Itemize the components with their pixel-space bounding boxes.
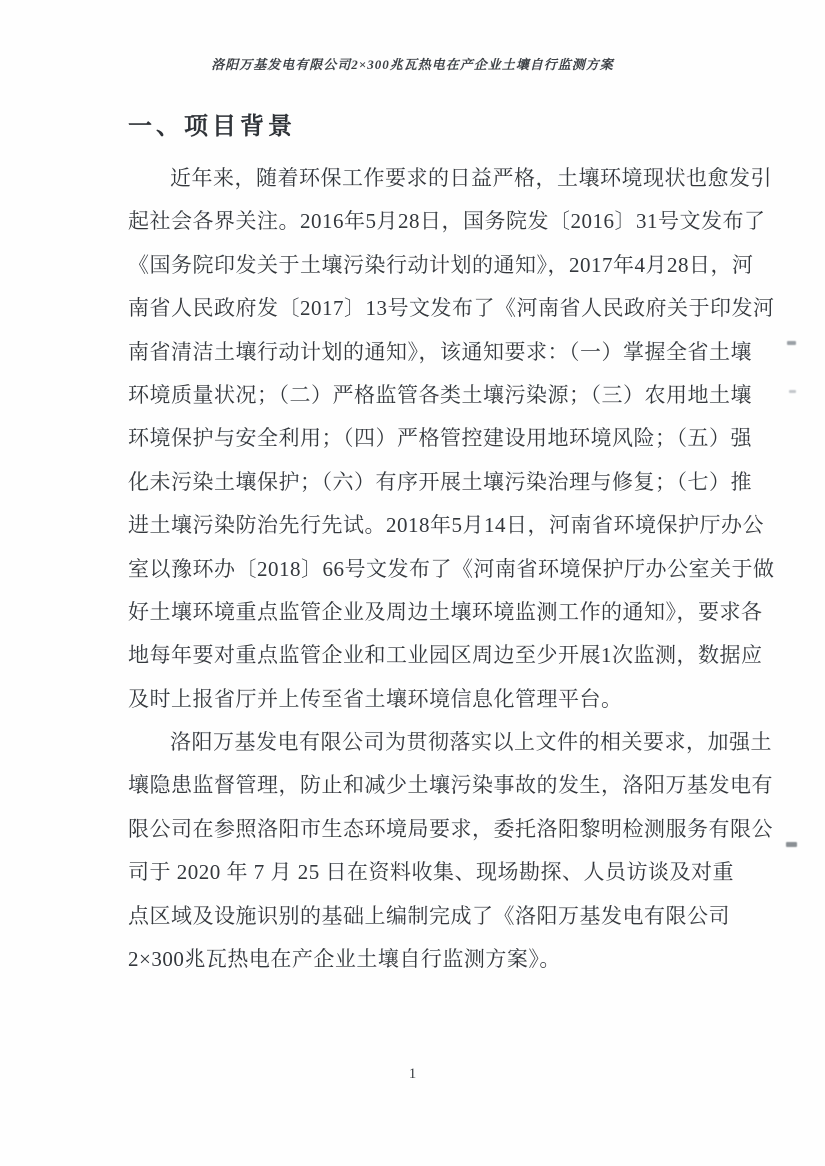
body-line: 环境质量状况；（二）严格监管各类土壤污染源；（三）农用地土壤: [128, 382, 752, 407]
body-line: 南省人民政府发〔2017〕13号文发布了《河南省人民政府关于印发河: [128, 296, 775, 321]
body-line: 洛阳万基发电有限公司为贯彻落实以上文件的相关要求，加强土: [170, 730, 772, 755]
body-line: 及时上报省厅并上传至省土壤环境信息化管理平台。: [128, 686, 623, 711]
body-line: 司于 2020 年 7 月 25 日在资料收集、现场勘探、人员访谈及对重: [128, 860, 734, 885]
body-line: 地每年要对重点监管企业和工业园区周边至少开展1次监测，数据应: [128, 643, 763, 668]
body-line: 好土壤环境重点监管企业及周边土壤环境监测工作的通知》，要求各: [128, 599, 763, 624]
body-line: 化未污染土壤保护；（六）有序开展土壤污染治理与修复；（七）推: [128, 469, 752, 494]
doc-header-title: 洛阳万基发电有限公司2×300兆瓦热电在产企业土壤自行监测方案: [211, 57, 614, 72]
scan-artifact: [787, 341, 796, 345]
body-line: 起社会各界关注。2016年5月28日，国务院发〔2016〕31号文发布了: [128, 209, 766, 234]
body-text-block: [128, 157, 775, 981]
body-line: 进土壤污染防治先行先试。2018年5月14日，河南省环境保护厅办公: [128, 513, 764, 538]
body-line: 2×300兆瓦热电在产企业土壤自行监测方案》。: [128, 947, 561, 972]
body-line: 点区域及设施识别的基础上编制完成了《洛阳万基发电有限公司: [128, 903, 730, 928]
body-line: 《国务院印发关于土壤污染行动计划的通知》，2017年4月28日，河: [128, 252, 754, 277]
scan-artifact: [789, 390, 796, 393]
page-number: 1: [408, 1066, 417, 1082]
body-line: 壤隐患监督管理，防止和减少土壤污染事故的发生，洛阳万基发电有: [128, 773, 773, 798]
body-line: 室以豫环办〔2018〕66号文发布了《河南省环境保护厅办公室关于做: [128, 556, 775, 581]
body-line: 近年来，随着环保工作要求的日益严格，土壤环境现状也愈发引: [170, 166, 772, 190]
section-heading: 一、项目背景: [128, 114, 296, 140]
body-line: 南省清洁土壤行动计划的通知》，该通知要求：（一）掌握全省土壤: [128, 339, 752, 364]
body-line: 限公司在参照洛阳市生态环境局要求，委托洛阳黎明检测服务有限公: [128, 816, 773, 841]
scan-artifact: [786, 842, 797, 847]
body-line: 环境保护与安全利用；（四）严格管控建设用地环境风险；（五）强: [128, 426, 752, 451]
